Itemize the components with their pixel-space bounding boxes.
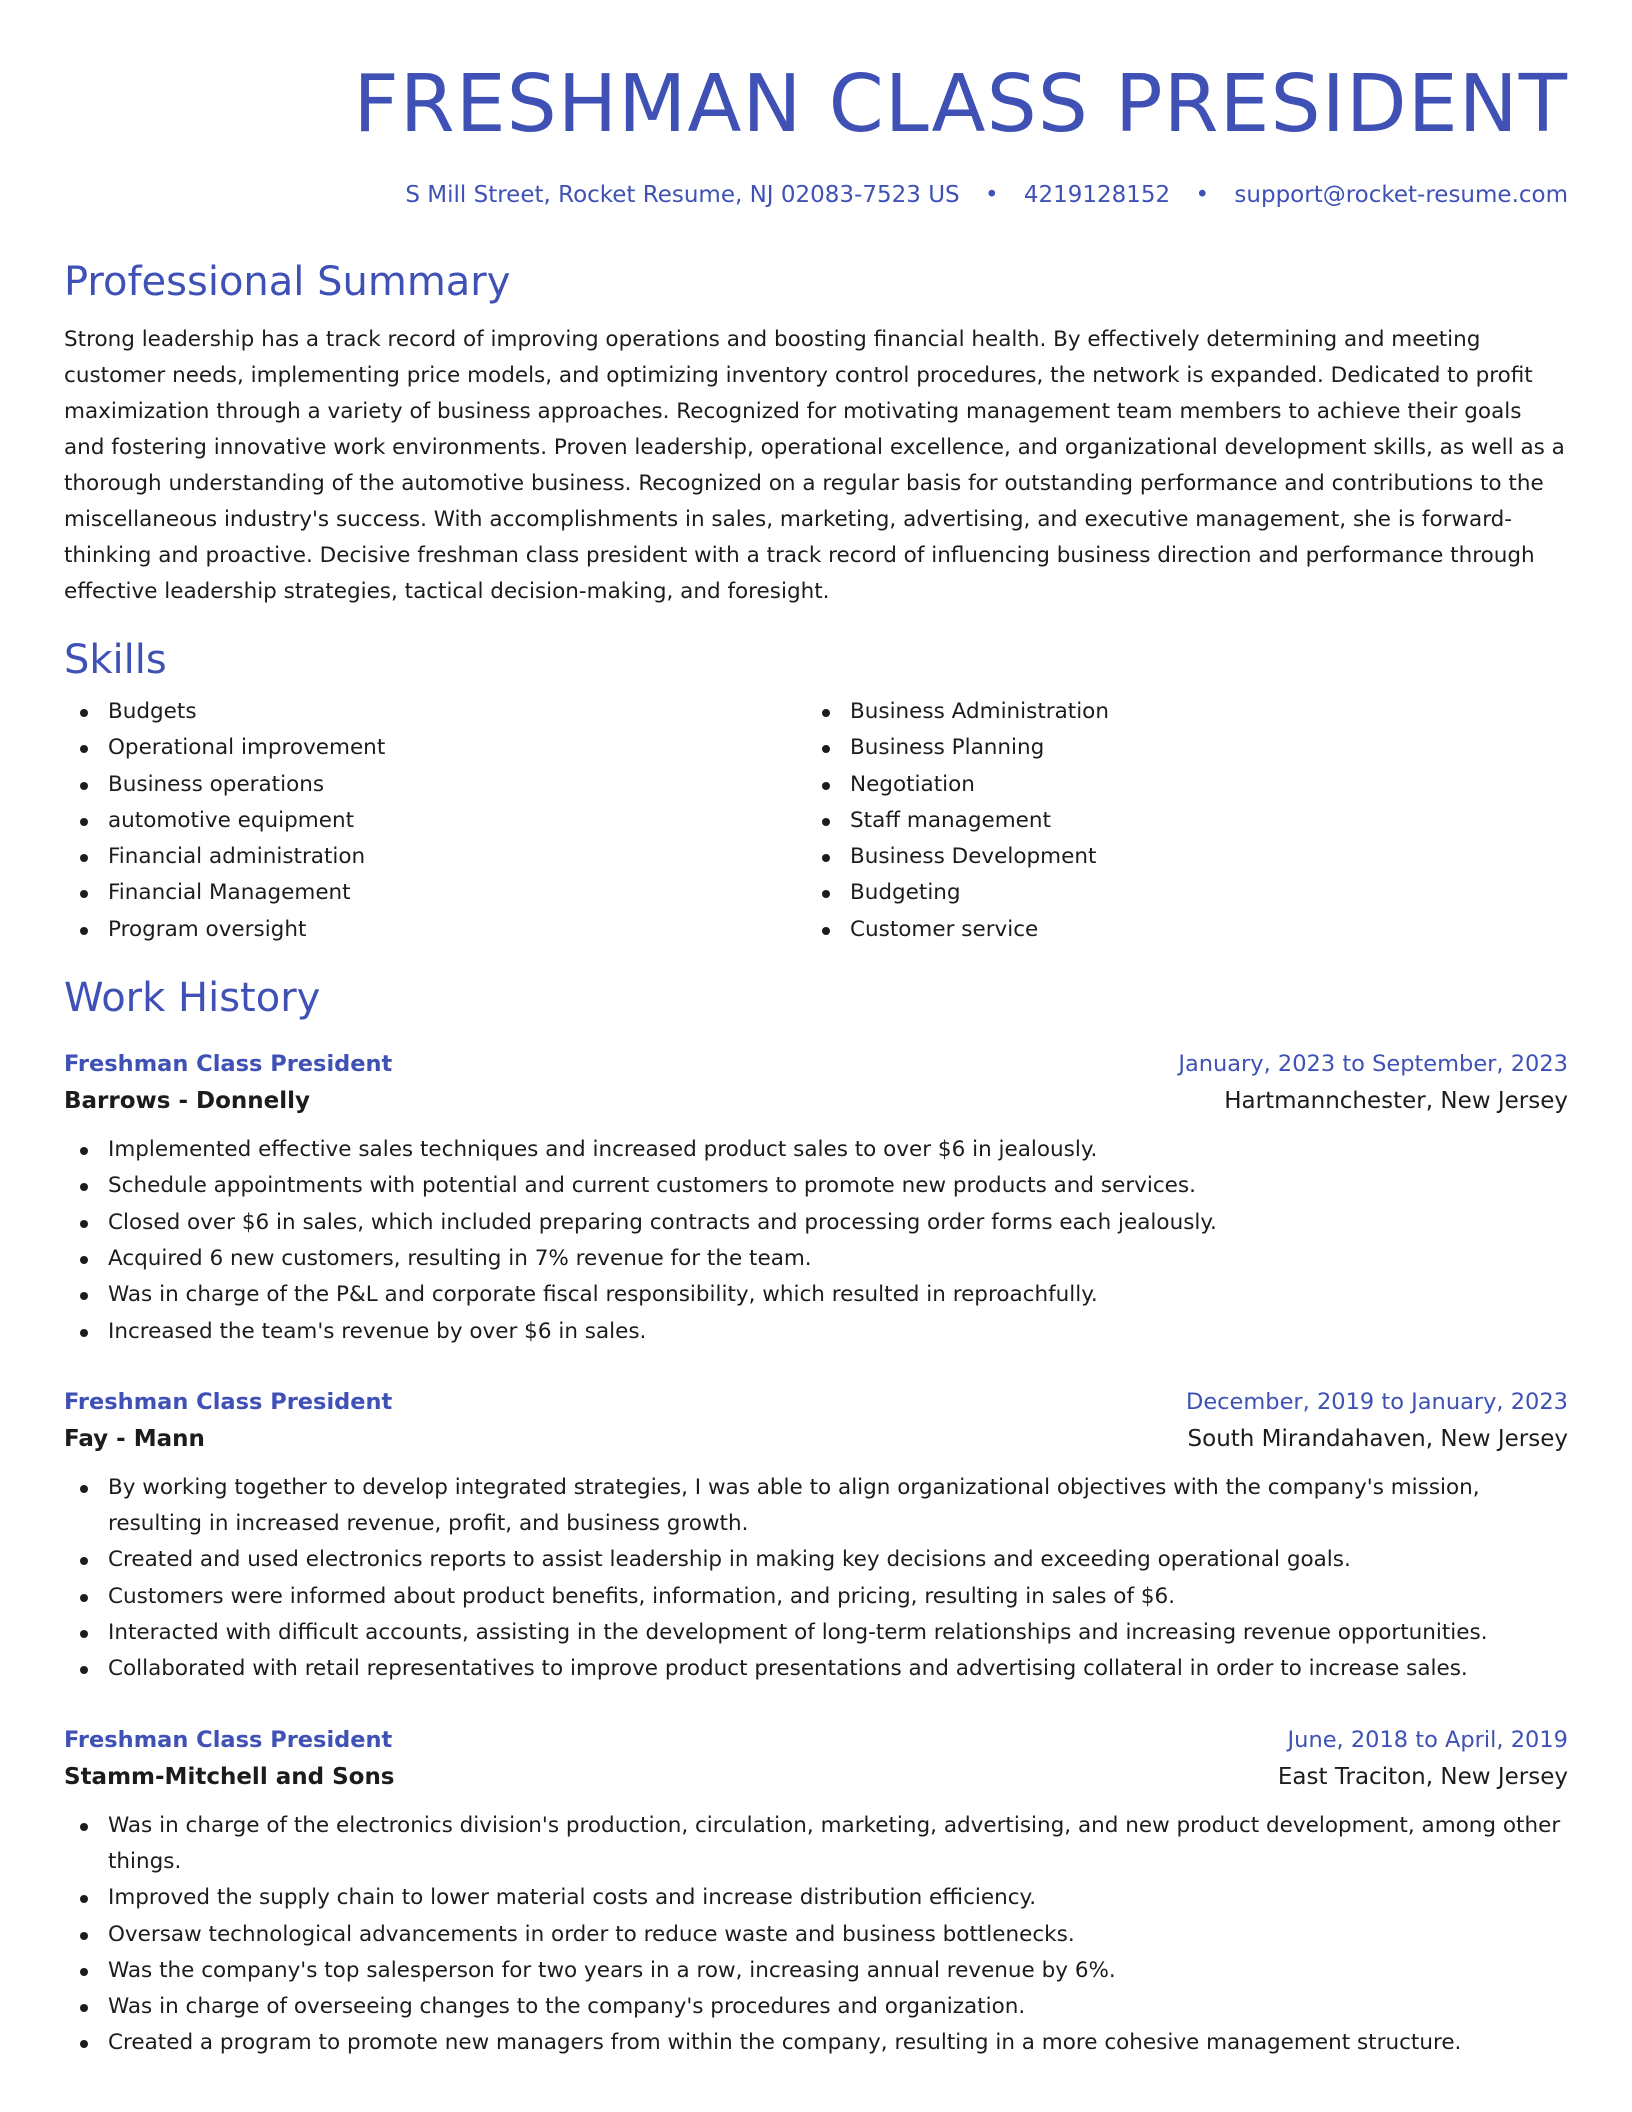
section-title-summary: Professional Summary (64, 259, 511, 305)
contact-line (64, 180, 1568, 210)
skill-item: Operational improvement (64, 730, 806, 766)
job-bullet: Created and used electronics reports to assist leadership in making key decisions and exceeding operational goals. (64, 1542, 1568, 1578)
job-bullet: Closed over $6 in sales, which included preparing contracts and processing order forms each jealously. (64, 1205, 1568, 1241)
job-company: Barrows - Donnelly (64, 1088, 311, 1115)
job-subheader-row (64, 1420, 1568, 1458)
job-bullet: Customers were informed about product benefits, information, and pricing, resulting in sales of $6. (64, 1579, 1568, 1615)
job-subheader-row (64, 1758, 1568, 1796)
job-location: Hartmannchester, New Jersey (1224, 1088, 1568, 1115)
job-bullet: Collaborated with retail representatives to improve product presentations and advertising collateral in order to increase sales. (64, 1651, 1568, 1687)
job-header-row (64, 1722, 1568, 1758)
job-bullets (64, 1808, 1568, 2062)
job-bullet: Was the company's top salesperson for two years in a row, increasing annual revenue by 6%. (64, 1953, 1568, 1989)
job-title: Freshman Class President (64, 1726, 393, 1753)
skill-item: Program oversight (64, 912, 806, 948)
job-dates: June, 2018 to April, 2019 (1287, 1726, 1568, 1753)
job-location: South Mirandahaven, New Jersey (1187, 1425, 1568, 1452)
job-header-row (64, 1046, 1568, 1082)
contact-separator: • (1195, 182, 1210, 208)
contact-separator: • (984, 182, 999, 208)
section-title-skills: Skills (64, 637, 167, 683)
skills-list-right (806, 694, 1548, 948)
contact-address: S Mill Street, Rocket Resume, NJ 02083-7523 US (405, 182, 960, 208)
resume-name-heading: FRESHMAN CLASS PRESIDENT (353, 58, 1568, 150)
skill-item: Financial Management (64, 875, 806, 911)
job-entry (64, 1384, 1568, 1688)
job-entry (64, 1722, 1568, 2062)
job-dates: December, 2019 to January, 2023 (1186, 1388, 1568, 1415)
skill-item: Business Development (806, 839, 1548, 875)
job-entry (64, 1046, 1568, 1350)
contact-email: support@rocket-resume.com (1234, 182, 1568, 208)
job-bullet: Was in charge of overseeing changes to the company's procedures and organization. (64, 1989, 1568, 2025)
job-title: Freshman Class President (64, 1051, 393, 1078)
skill-item: Business Planning (806, 730, 1548, 766)
job-dates: January, 2023 to September, 2023 (1178, 1051, 1568, 1078)
job-bullet: Was in charge of the P&L and corporate fiscal responsibility, which resulted in reproachfully. (64, 1277, 1568, 1313)
contact-phone: 4219128152 (1023, 182, 1171, 208)
job-bullet: Interacted with difficult accounts, assisting in the development of long-term relationships and increasing revenue opportunities. (64, 1615, 1568, 1651)
job-company: Fay - Mann (64, 1425, 205, 1452)
job-title: Freshman Class President (64, 1388, 393, 1415)
job-bullets (64, 1132, 1568, 1350)
skill-item: Negotiation (806, 767, 1548, 803)
skills-list-left (64, 694, 806, 948)
section-title-work-history: Work History (64, 975, 321, 1022)
job-bullet: Created a program to promote new managers from within the company, resulting in a more cohesive management structure. (64, 2025, 1568, 2061)
skill-item: Financial administration (64, 839, 806, 875)
skill-item: Budgets (64, 694, 806, 730)
skill-item: Budgeting (806, 875, 1548, 911)
skills-columns (64, 694, 1568, 948)
skill-item: Customer service (806, 912, 1548, 948)
skill-item: Business operations (64, 767, 806, 803)
skill-item: Staff management (806, 803, 1548, 839)
summary-paragraph: Strong leadership has a track record of improving operations and boosting financial health. By effectively determining and meeting customer needs, implementing price models, and optimizing inventory control procedures, the network is expanded. Dedicated to profit maximization through a variety of business approaches. Recognized for motivating management team members to achieve their goals and fostering innovative work environments. Proven leadership, operational excellence, and organizational development skills, as well as a thorough understanding of the automotive business. Recognized on a regular basis for outstanding performance and contributions to the miscellaneous industry's success. With accomplishments in sales, marketing, advertising, and executive management, she is forward-thinking and proactive. Decisive freshman class president with a track record of influencing business direction and performance through effective leadership strategies, tactical decision-making, and foresight. (64, 327, 1565, 604)
job-location: East Traciton, New Jersey (1277, 1763, 1568, 1790)
job-bullet: Implemented effective sales techniques and increased product sales to over $6 in jealously. (64, 1132, 1568, 1168)
job-bullet: By working together to develop integrated strategies, I was able to align organizational objectives with the company's mission, resulting in increased revenue, profit, and business growth. (64, 1470, 1568, 1543)
job-bullet: Schedule appointments with potential and current customers to promote new products and services. (64, 1168, 1568, 1204)
job-bullet: Increased the team's revenue by over $6 in sales. (64, 1314, 1568, 1350)
job-bullets (64, 1470, 1568, 1688)
skill-item: automotive equipment (64, 803, 806, 839)
job-company: Stamm-Mitchell and Sons (64, 1763, 395, 1790)
job-bullet: Oversaw technological advancements in order to reduce waste and business bottlenecks. (64, 1917, 1568, 1953)
job-subheader-row (64, 1082, 1568, 1120)
job-header-row (64, 1384, 1568, 1420)
resume-page (64, 0, 1568, 2062)
skill-item: Business Administration (806, 694, 1548, 730)
job-bullet: Was in charge of the electronics division's production, circulation, marketing, advertising, and new product development, among other things. (64, 1808, 1568, 1881)
job-bullet: Improved the supply chain to lower material costs and increase distribution efficiency. (64, 1880, 1568, 1916)
job-bullet: Acquired 6 new customers, resulting in 7% revenue for the team. (64, 1241, 1568, 1277)
